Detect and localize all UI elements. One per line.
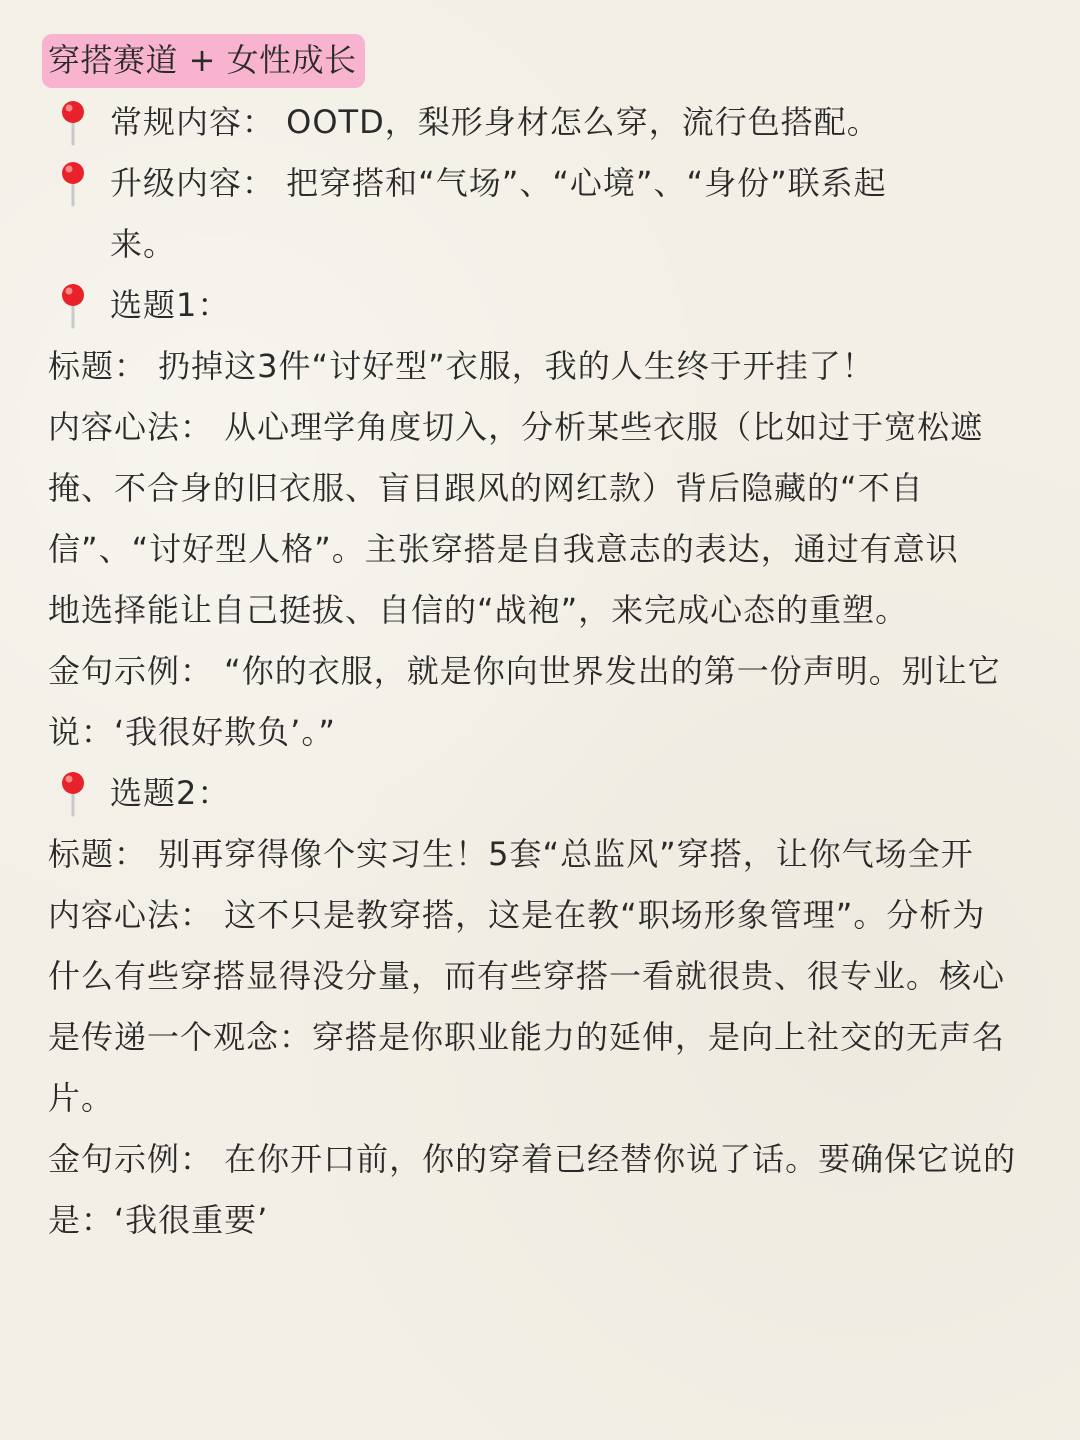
bullet-upgrade-continuation: 来。 xyxy=(110,225,177,263)
red-pushpin-icon xyxy=(58,771,88,817)
bullet-text: 选题1： xyxy=(110,286,231,324)
bullet-topic2-heading xyxy=(48,763,1043,824)
topic1-method-line: 内容心法： 从心理学角度切入，分析某些衣服（比如过于宽松遮 xyxy=(48,408,984,446)
topic1-method-line: 地选择能让自己挺拔、自信的“战袍”，来完成心态的重塑。 xyxy=(48,591,909,629)
topic2-quote-line: 是：‘我很重要’ xyxy=(48,1201,269,1239)
topic-tag: 穿搭赛道 + 女性成长 xyxy=(42,34,365,88)
topic1-method-line: 信”、“讨好型人格”。主张穿搭是自我意志的表达，通过有意识 xyxy=(48,530,959,568)
topic2-method-line: 什么有些穿搭显得没分量，而有些穿搭一看就很贵、很专业。核心 xyxy=(48,957,1006,995)
topic2-method-line: 片。 xyxy=(48,1079,115,1117)
topic1-quote-line: 金句示例： “你的衣服，就是你向世界发出的第一份声明。别让它 xyxy=(48,652,1001,690)
topic1-quote-line: 说：‘我很好欺负’。” xyxy=(48,713,336,751)
topic2-method-line: 内容心法： 这不只是教穿搭，这是在教“职场形象管理”。分析为 xyxy=(48,896,986,934)
bullet-text: 选题2： xyxy=(110,774,231,812)
red-pushpin-icon xyxy=(58,161,88,207)
topic2-title: 标题： 别再穿得像个实习生！5套“总监风”穿搭，让你气场全开 xyxy=(48,835,974,873)
topic1-title: 标题： 扔掉这3件“讨好型”衣服，我的人生终于开挂了！ xyxy=(48,347,875,385)
bullet-text: 升级内容： 把穿搭和“气场”、“心境”、“身份”联系起 xyxy=(110,164,887,202)
topic2-quote-line: 金句示例： 在你开口前，你的穿着已经替你说了话。要确保它说的 xyxy=(48,1140,1017,1178)
topic2-method-line: 是传递一个观念：穿搭是你职业能力的延伸，是向上社交的无声名 xyxy=(48,1018,1006,1056)
bullet-upgrade-content xyxy=(48,153,1043,214)
red-pushpin-icon xyxy=(58,100,88,146)
red-pushpin-icon xyxy=(58,283,88,329)
bullet-topic1-heading xyxy=(48,275,1043,336)
bullet-text: 常规内容： OOTD，梨形身材怎么穿，流行色搭配。 xyxy=(110,103,880,141)
note-content xyxy=(48,34,1043,1251)
topic1-method-line: 掩、不合身的旧衣服、盲目跟风的网红款）背后隐藏的“不自 xyxy=(48,469,924,507)
bullet-regular-content xyxy=(48,92,1043,153)
